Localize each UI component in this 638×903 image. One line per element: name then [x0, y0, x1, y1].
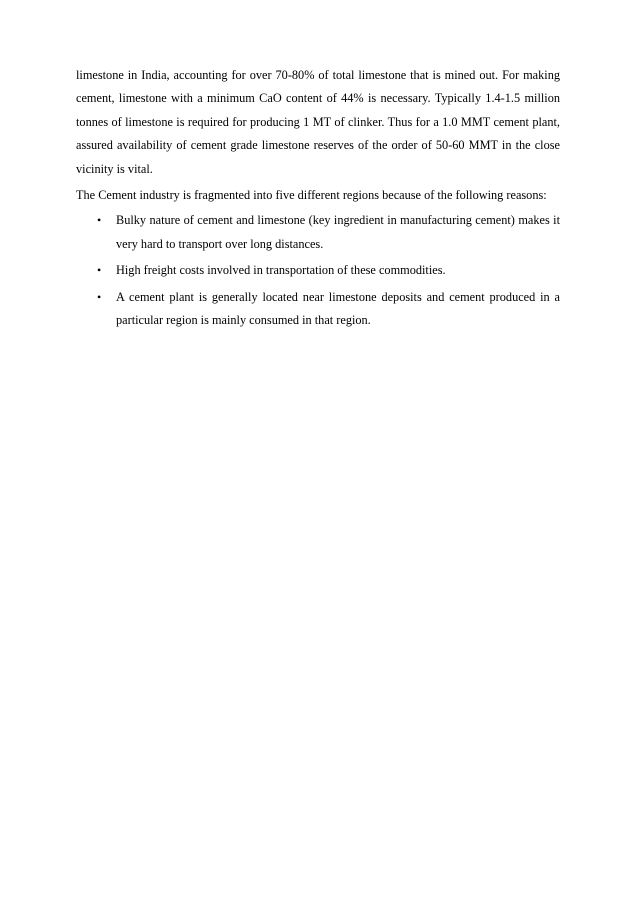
reasons-list	[76, 209, 560, 332]
bullet-icon: •	[97, 263, 102, 278]
list-item-text: High freight costs involved in transportation of these commodities.	[116, 263, 446, 278]
paragraph-regions-intro: The Cement industry is fragmented into five different regions because of the following reasons:	[76, 188, 547, 203]
list-item	[76, 259, 560, 282]
list-item-text: A cement plant is generally located near limestone deposits and cement produced in a particular region is mainly consumed in that region.	[116, 289, 560, 328]
list-item	[76, 209, 560, 256]
document-page	[76, 64, 560, 335]
bullet-icon: •	[97, 289, 102, 304]
list-item	[76, 286, 560, 333]
paragraph-limestone-requirements: limestone in India, accounting for over 70-80% of total limestone that is mined out. For making cement, limestone with a minimum CaO content of 44% is necessary. Typically 1.4-1.5 million tonnes of limestone is required for producing 1 MT of clinker. Thus for a 1.0 MMT cement plant, assured availability of cement grade limestone reserves of the order of 50-60 MMT in the close vicinity is vital.	[76, 68, 560, 176]
bullet-icon: •	[97, 213, 102, 228]
list-item-text: Bulky nature of cement and limestone (key ingredient in manufacturing cement) makes it very hard to transport over long distances.	[116, 213, 560, 251]
